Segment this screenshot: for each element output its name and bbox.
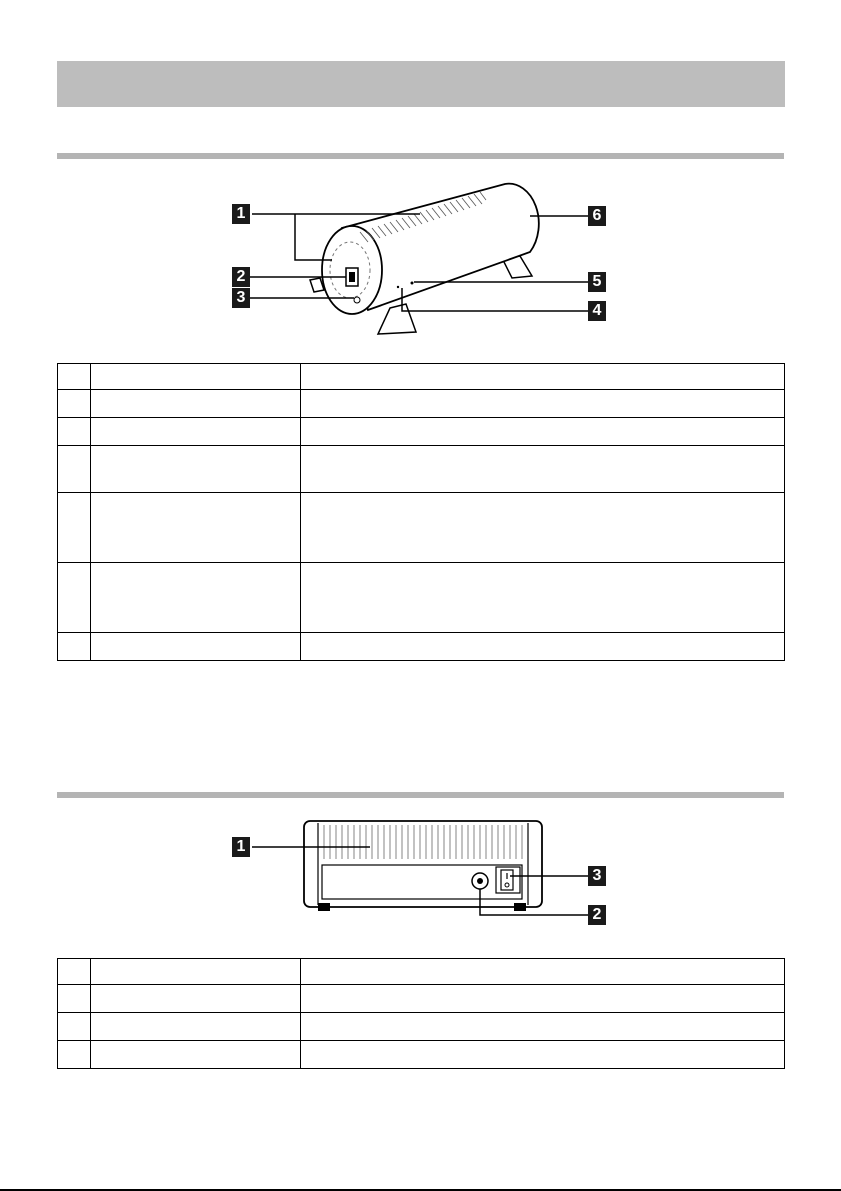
rear-callout-1: 1 [232, 837, 250, 857]
table-row [58, 390, 785, 418]
callout-3: 3 [232, 288, 250, 308]
callout-1: 1 [232, 204, 250, 224]
section-1-rule [57, 153, 784, 159]
table-row [58, 633, 785, 661]
rear-callout-3: 3 [588, 866, 606, 886]
table-row [58, 364, 785, 390]
table-row [58, 493, 785, 563]
page-title-bar [57, 61, 785, 107]
table-row [58, 985, 785, 1013]
device-rear-illustration [220, 815, 620, 930]
callout-5: 5 [588, 272, 606, 292]
callout-6: 6 [588, 206, 606, 226]
parts-table-1 [57, 363, 785, 661]
device-front-drawing [220, 180, 620, 340]
section-2-rule [57, 792, 784, 798]
table-row [58, 418, 785, 446]
callout-2: 2 [232, 267, 250, 287]
table-row [58, 1013, 785, 1041]
device-rear-drawing [220, 815, 620, 930]
rear-callout-2: 2 [588, 905, 606, 925]
table-row [58, 959, 785, 985]
callout-4: 4 [588, 301, 606, 321]
table-row [58, 1041, 785, 1069]
parts-table-2 [57, 958, 785, 1069]
table-row [58, 446, 785, 493]
table-row [58, 563, 785, 633]
device-front-illustration [220, 180, 620, 340]
